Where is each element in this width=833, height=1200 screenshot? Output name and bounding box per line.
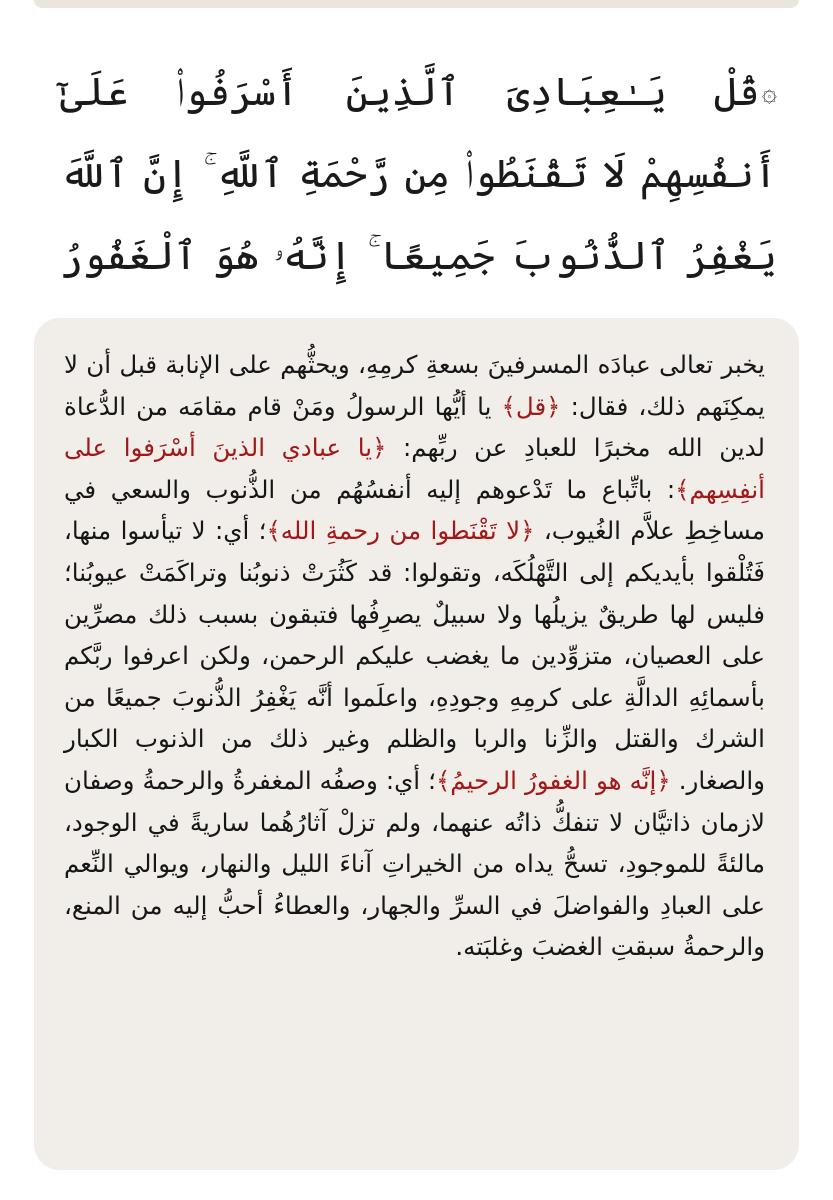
quran-quote: ﴿قل﴾ [501, 391, 561, 421]
tafsir-text-part: يخبر تعالى عبادَه المسرفينَ بسعةِ كرمِهِ، ويحثُّهم على الإنابة قبل أن لا يمكِنَهم ذلك، فقال: [64, 350, 765, 421]
tafsir-text-part: ؛ أي: لا تيأسوا منها، فَتُلْقوا بأيديكم إلى التَّهْلُكَه، وتقولوا: قد كَثُرَتْ ذنوبُنا وتراكَمَتْ عيوبُنا؛ فليس لها طريقٌ يزيلُها ولا سبيلٌ يصرِفُها فتبقون بسبب ذلك مصرِّين على العصيان، متزوِّدين ما يغضب عليكم الرحمن، ولكن اعرفوا ربَّكم بأسمائِهِ الدالَّةِ على كرمِهِ وجودِهِ، واعلَموا أنَّه يَغْفِرُ الذُّنوبَ جميعًا من الشرك والقتل والزِّنا والربا والظلم وغير ذلك من الذنوب الكبار والصغار. [64, 516, 765, 795]
quran-quote: ﴿يا عبادي الذينَ أسْرَفوا على أنفِسِهم﴾ [64, 433, 765, 504]
verse-text: قُلْ يَـٰعِبَادِىَ ٱلَّذِينَ أَسْرَفُوا۟ عَلَىٰٓ أَنفُسِهِمْ لَا تَقْنَطُوا۟ مِن رَّحْمَةِ ٱللَّهِ ۚ إِنَّ ٱللَّهَ يَغْفِرُ ٱلذُّنُوبَ جَمِيعًا ۚ إِنَّهُۥ هُوَ ٱلْغَفُورُ [60, 70, 777, 279]
tafsir-paragraph [64, 344, 765, 968]
previous-card-edge [34, 0, 799, 8]
tafsir-card [34, 318, 799, 1170]
tafsir-text-part: : باتِّباع ما تَدْعوهم إليه أنفسُهُم من الذُّنوب والسعي في مساخِطِ علاَّم الغُيوب، [64, 474, 766, 546]
rub-el-hizb-star-icon: ۞ [761, 78, 777, 108]
tafsir-text-part: يا أيُّها الرسولُ ومَنْ قام مقامَه من الدُّعاة لدين الله مخبرًا للعبادِ عن ربِّهم: [64, 391, 765, 463]
tafsir-text-part: ؛ أي: وصفُه المغفرةُ والرحمةُ وصفان لازمان ذاتيَّان لا تنفكُّ ذاتُه عنهما، ولم تزلْ آثارُهُما ساريةً في الوجود، مالئةً للموجودِ، تسحُّ يداه من الخيراتِ آناءَ الليل والنهار، ويوالي النِّعم على العبادِ والفواضلَ في السرِّ والجهار، والعطاءُ أحبُّ إليه من المنع، والرحمةُ سبقتِ الغضبَ وغلبَته. [64, 765, 765, 962]
quran-quote: ﴿إنَّه هو الغفورُ الرحيمُ﴾ [435, 765, 671, 795]
quran-quote: ﴿لا تَقْنَطوا من رحمةِ الله﴾ [266, 516, 535, 546]
